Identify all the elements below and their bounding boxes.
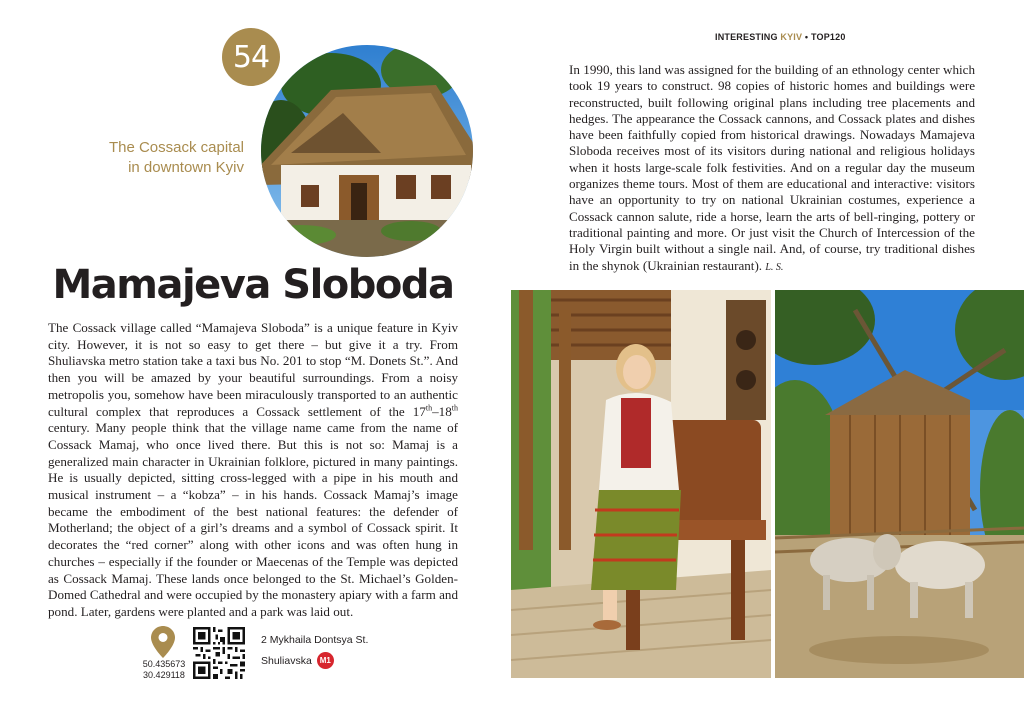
right-text-body: In 1990, this land was assigned for the building of an ethnology center which took 19 years to construct. 98 copies of historic homes and buildings were reconstructed, built following original plans including tree placements and hedges. The appearance the Cossack cannons, and Cossack plates and dishes have been faithfully copied from historical drawings. Nowadays Mamajeva Sloboda receives most of its visitors during national and religious holidays when it hosts large-scale folk festivities. And on a regular day the museum organizes theme tours. Most of them are educational and interactive: visitors have an opportunity to try on national Ukrainian costumes, experience a Cossack cannon salute, ride a horse, learn the arts of bell-ringing, pottery or traditional painting and more. Or just visit the Church of Intercession of the Holy Virgin built without a single nail. And, of course, try traditional dishes in the shynok (Ukrainian restaurant). bbox=[569, 62, 975, 273]
location-pin-icon[interactable] bbox=[151, 626, 175, 658]
header-part-2: • TOP120 bbox=[802, 32, 846, 42]
porch-woman-photo bbox=[511, 290, 771, 678]
station-name: Shuliavska bbox=[261, 654, 312, 667]
metro-line-badge: M1 bbox=[317, 652, 334, 669]
running-header bbox=[715, 32, 846, 42]
left-text-part-3: century. Many people think that the village name came from the name of Cossack Mamaj, who once lived there. But this is not so: Mamaj is a generalized main character in Ukrainian folklore, pictured in many paintings. He is usually depicted, sitting cross-legged with a pipe in his mouth and musical instrument – a “kobza” – in his hands. Cossack Mamaj’s image became the embodiment of the best national features: the defender of Motherland; the object of a girl’s dreams and a symbol of Cossack spirit. It decorates the “red corner” along with other icons and was often hung in churches – especially if the founder or Maecenas of the Temple was depicted as Cossack Mamaj. These lands once belonged to the St. Michael’s Golden-Domed Cathedral and were occupied by the monastery apiary with a farm and pond. Later, gardens were planted and a park was laid out. bbox=[48, 420, 458, 619]
metro-station bbox=[261, 652, 334, 669]
page-number-badge: 54 bbox=[222, 28, 280, 86]
coordinates bbox=[140, 659, 188, 681]
longitude: 30.429118 bbox=[143, 670, 185, 680]
windmill-oxen-photo bbox=[775, 290, 1024, 678]
latitude: 50.435673 bbox=[142, 659, 186, 669]
location-info bbox=[140, 626, 380, 686]
header-part-1: INTERESTING bbox=[715, 32, 781, 42]
left-text-part-1: The Cossack village called “Mamajeva Sloboda” is a unique feature in Kyiv city. However, it is not so easy to get there – but give it a try. From Shuliavska metro station take a taxi bus No. 201 to stop “M. Donets St.”. And then you will be amazed by your beautiful surroundings. From a noisy metropolis you, somehow have been miraculously transported to an authentic cultural complex that reproduces a Cossack settlement of the 17 bbox=[48, 320, 458, 419]
left-text-sup-1: th bbox=[425, 403, 433, 413]
left-article-text bbox=[48, 320, 458, 621]
page-title: Mamajeva Sloboda bbox=[52, 262, 454, 308]
subtitle bbox=[90, 138, 244, 178]
qr-code-icon[interactable] bbox=[193, 627, 245, 679]
cossack-house-photo bbox=[261, 45, 473, 257]
subtitle-line-1: The Cossack capital bbox=[108, 139, 244, 156]
left-text-sup-2: th bbox=[451, 403, 458, 413]
author-initials: L. S. bbox=[765, 261, 784, 273]
address: 2 Mykhaila Dontsya St. bbox=[261, 634, 369, 646]
left-text-part-2: –18 bbox=[432, 403, 452, 419]
right-article-text bbox=[569, 62, 975, 276]
subtitle-line-2: in downtown Kyiv bbox=[128, 159, 244, 176]
header-accent: KYIV bbox=[780, 32, 803, 42]
